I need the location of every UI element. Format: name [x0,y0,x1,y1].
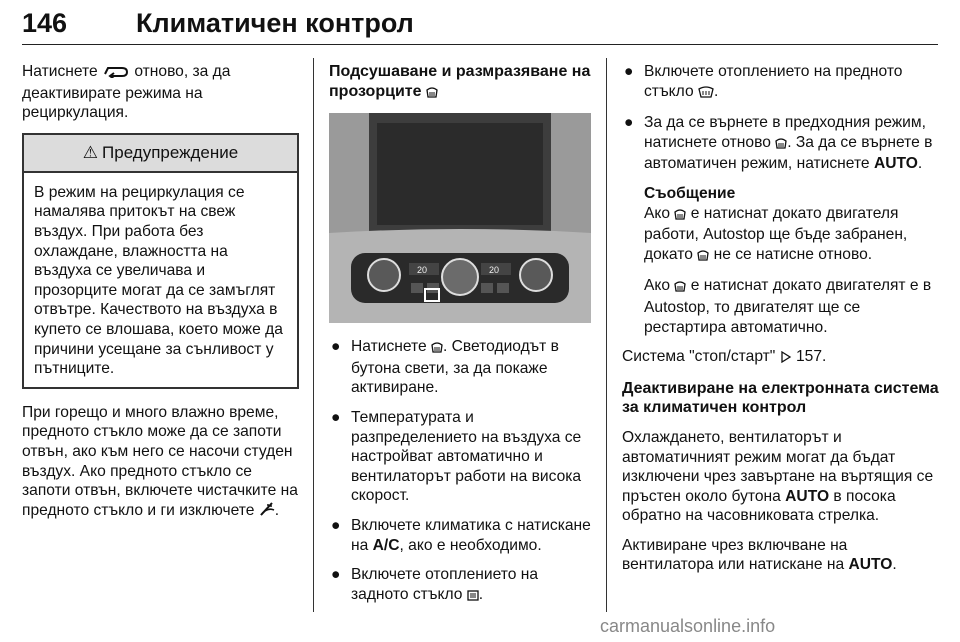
rear-window-heat-icon [467,587,479,607]
paragraph: Натиснете отново, за да деактивирате режима на рециркулация. [22,63,231,122]
message-title: Съобщение [644,184,736,202]
windscreen-defrost-icon [426,84,438,104]
warning-icon: ⚠ [82,142,99,162]
warning-body: В режим на рециркулация се намалява притокът на свеж въздух. При работа без охлаждане, влажността на въздуха се увеличава и прозорците могат да се замъглят отвътре. Качеството на въздуха в купето се влошава, което може да причини усещане за сънливост у пътниците. [34,183,283,378]
column-3 [622,62,940,585]
list-item: ● За да се върнете в предходния режим, натиснете отново . За да се върнете в автоматичен режим, натиснете AUTO. [624,114,933,173]
section-heading: Деактивиране на електронната система за климатичен контрол [622,379,939,417]
warning-box [22,133,299,389]
bullet-list [329,337,591,606]
list-item: ● Температурата и разпределението на въздуха се настройват автоматично и вентилаторът работи на висока скорост. [331,408,582,505]
column-2 [329,62,591,616]
list-item: ● Натиснете . Светодиодът в бутона свети, за да покаже активиране. [331,338,559,397]
list-item: ● Включете климатика с натискане на A/C, ако е необходимо. [331,516,591,554]
wiper-icon [259,501,275,523]
paragraph: Охлаждането, вентилаторът и автоматичният режим могат да бъдат изключени чрез завъртане на въртящия се пръстен около бутона AUTO в посока обратно на часовниковата стрелка. [622,428,934,525]
watermark: carmanualsonline.info [600,616,776,636]
display-temp-left: 20 [417,265,428,276]
paragraph: При горещо и много влажно време, предното стъкло може да се запоти отвън, ако към него се насочи студен въздух. Ако предното стъкло се запоти отвън, включете чистачките на предното стъкло и ги изключете . [22,403,299,523]
control-panel-photo [329,113,591,323]
display-temp-right: 20 [489,265,500,276]
windscreen-defrost-icon [775,135,787,155]
paragraph: Активиране чрез включване на вентилатора или натискане на AUTO. [622,536,897,574]
page-header [22,6,938,45]
bullet-list [622,62,940,174]
column-divider [313,58,314,612]
list-item: ● Включете отоплението на предното стъкло . [622,62,940,103]
page-title: Климатичен контрол [136,8,414,38]
reference-arrow-icon [780,349,792,369]
windscreen-defrost-icon [431,339,443,359]
warning-title: Предупреждение [102,142,239,162]
section-heading: Подсушаване и размразяване на прозорците [329,62,591,103]
paragraph: Ако е натиснат докато двигателят е в Autostop, то двигателят ще се рестартира автоматично. [644,277,932,336]
front-window-heat-icon [698,84,714,104]
column-1 [22,62,299,532]
cross-reference[interactable]: Система "стоп/старт" 157. [622,347,940,369]
page-number: 146 [22,8,68,38]
warning-header [24,135,297,173]
message-note [644,184,940,337]
paragraph: Ако е натиснат докато двигателя работи, Autostop ще бъде забранен, докато не се натисне отново. [644,204,940,267]
column-divider [606,58,607,612]
windscreen-defrost-icon [697,247,709,267]
windscreen-defrost-icon [674,206,686,226]
list-item: ● Включете отоплението на задното стъкло . [329,565,591,606]
windscreen-defrost-icon [674,278,686,298]
recirculation-icon [102,64,130,84]
